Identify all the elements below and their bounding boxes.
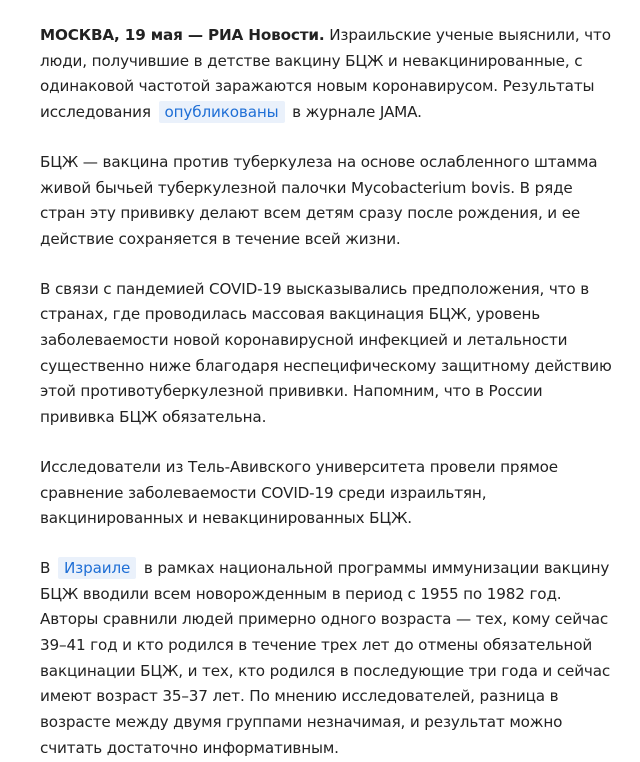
paragraph-1-text: Израильские ученые выяснили, что люди, получившие в детстве вакцину БЦЖ и невакцинированные, с одинаковой частотой заражаются новым коронавирусом. Результаты исследования (40, 26, 611, 122)
paragraph-4: Исследователи из Тель-Авивского университета провели прямое сравнение заболеваемости COVID-19 среди израильтян, вакцинированных и невакцинированных БЦЖ. (40, 457, 558, 528)
paragraph-2: БЦЖ — вакцина против туберкулеза на основе ослабленного штамма живой бычьей туберкулезной палочки Mycobacterium bovis. В ряде стран эту прививку делают всем детям сразу после рождения, и ее действие сохраняется в течение всей жизни. (40, 152, 598, 248)
published-link[interactable]: опубликованы (159, 101, 285, 123)
israel-link[interactable]: Израиле (58, 557, 136, 579)
paragraph-5-text: В (40, 558, 55, 577)
paragraph-1-text-end: в журнале JAMA. (287, 103, 422, 122)
article-lead: МОСКВА, 19 мая — РИА Новости. (40, 26, 325, 44)
paragraph-1 (40, 23, 618, 126)
paragraph-3: В связи с пандемией COVID-19 высказывались предположения, что в странах, где проводилась массовая вакцинация БЦЖ, уровень заболеваемости новой коронавирусной инфекцией и летальности существенно ниже благодаря неспецифическому защитному действию этой противотуберкулезной прививки. Напомним, что в России прививка БЦЖ обязательна. (40, 279, 612, 427)
paragraph-5 (40, 556, 618, 762)
paragraph-5-text-end: в рамках национальной программы иммунизации вакцину БЦЖ вводили всем новорожденным в период с 1955 по 1982 год. Авторы сравнили людей примерно одного возраста — тех, кому сейчас 39–41 год и кто родился в течение трех лет до отмены обязательной вакцинации БЦЖ, и тех, кто родился в последующие три года и сейчас имеют возраст 35–37 лет. По мнению исследователей, разница в возрасте между двумя группами незначимая, и результат можно считать достаточно информативным. (40, 558, 611, 757)
